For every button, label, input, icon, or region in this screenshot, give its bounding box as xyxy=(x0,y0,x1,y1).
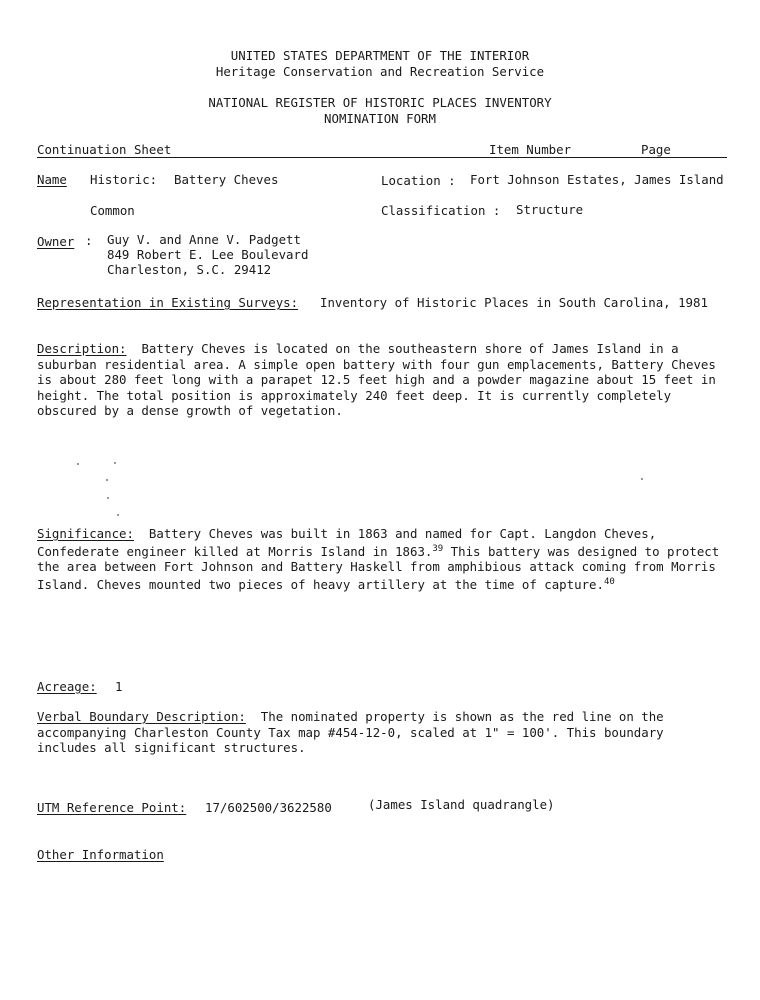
utm-quadrangle: (James Island quadrangle) xyxy=(368,797,555,812)
footnote-40: 40 xyxy=(603,576,615,587)
location-value: Fort Johnson Estates, James Island xyxy=(470,172,724,187)
name-label: Name xyxy=(37,172,67,187)
location-label: Location : xyxy=(381,173,456,188)
description-label: Description: xyxy=(37,341,127,356)
scan-speck xyxy=(106,479,108,481)
owner-city: Charleston, S.C. 29412 xyxy=(107,262,272,277)
scan-speck xyxy=(641,478,643,480)
utm-value: 17/602500/3622580 xyxy=(205,800,332,815)
representation-label: Representation in Existing Surveys: xyxy=(37,295,299,310)
continuation-sheet-label: Continuation Sheet xyxy=(37,142,172,157)
boundary-paragraph xyxy=(37,709,727,756)
classification-label: Classification : xyxy=(381,203,501,218)
description-paragraph xyxy=(37,341,727,419)
significance-paragraph xyxy=(37,526,727,592)
service-heading: Heritage Conservation and Recreation Service xyxy=(215,64,545,79)
owner-street: 849 Robert E. Lee Boulevard xyxy=(107,247,309,262)
significance-label: Significance: xyxy=(37,526,134,541)
utm-label: UTM Reference Point: xyxy=(37,800,187,815)
form-title: NATIONAL REGISTER OF HISTORIC PLACES INVENTORY xyxy=(208,95,552,110)
classification-value: Structure xyxy=(516,202,584,217)
scan-speck xyxy=(117,514,119,516)
owner-label: Owner xyxy=(37,234,75,249)
common-label: Common xyxy=(90,203,135,218)
historic-name: Battery Cheves xyxy=(174,172,279,187)
owner-name: Guy V. and Anne V. Padgett xyxy=(107,232,301,247)
acreage-label: Acreage: xyxy=(37,679,97,694)
page-label: Page xyxy=(641,142,671,157)
owner-colon: : xyxy=(85,233,93,248)
footnote-39: 39 xyxy=(432,543,444,554)
other-information-label: Other Information xyxy=(37,847,164,862)
scan-speck xyxy=(77,463,79,465)
continuation-rule xyxy=(37,157,727,158)
description-text: Battery Cheves is located on the southeastern shore of James Island in a suburban residential area. A simple open battery with four gun emplacements, Battery Cheves is about 280 feet long with a parapet 12.5 feet high and a powder magazine about 15 feet in height. The total position is approximately 240 feet deep. It is currently completely obscured by a dense growth of vegetation. xyxy=(37,341,716,418)
historic-label: Historic: xyxy=(90,172,158,187)
scan-speck xyxy=(107,497,109,499)
item-number-label: Item Number xyxy=(489,142,572,157)
significance-text-1: Battery Cheves was built in 1863 and named for Capt. Langdon Cheves, Confederate engineer killed at Morris Island in 1863. xyxy=(37,526,657,559)
significance-text-2: This battery was designed to protect the area between Fort Johnson and Battery Haskell from amphibious attack coming from Morris Island. Cheves mounted two pieces of heavy artillery at the time of capture. xyxy=(37,543,720,592)
acreage-value: 1 xyxy=(115,679,123,694)
form-subtitle: NOMINATION FORM xyxy=(324,111,436,126)
representation-value: Inventory of Historic Places in South Carolina, 1981 xyxy=(320,295,708,310)
department-heading: UNITED STATES DEPARTMENT OF THE INTERIOR xyxy=(230,48,530,63)
scan-speck xyxy=(114,462,116,464)
boundary-label: Verbal Boundary Description: xyxy=(37,709,246,724)
boundary-text: The nominated property is shown as the red line on the accompanying Charleston County Tax map #454-12-0, scaled at 1" = 100'. This boundary includes all significant structures. xyxy=(37,709,664,755)
